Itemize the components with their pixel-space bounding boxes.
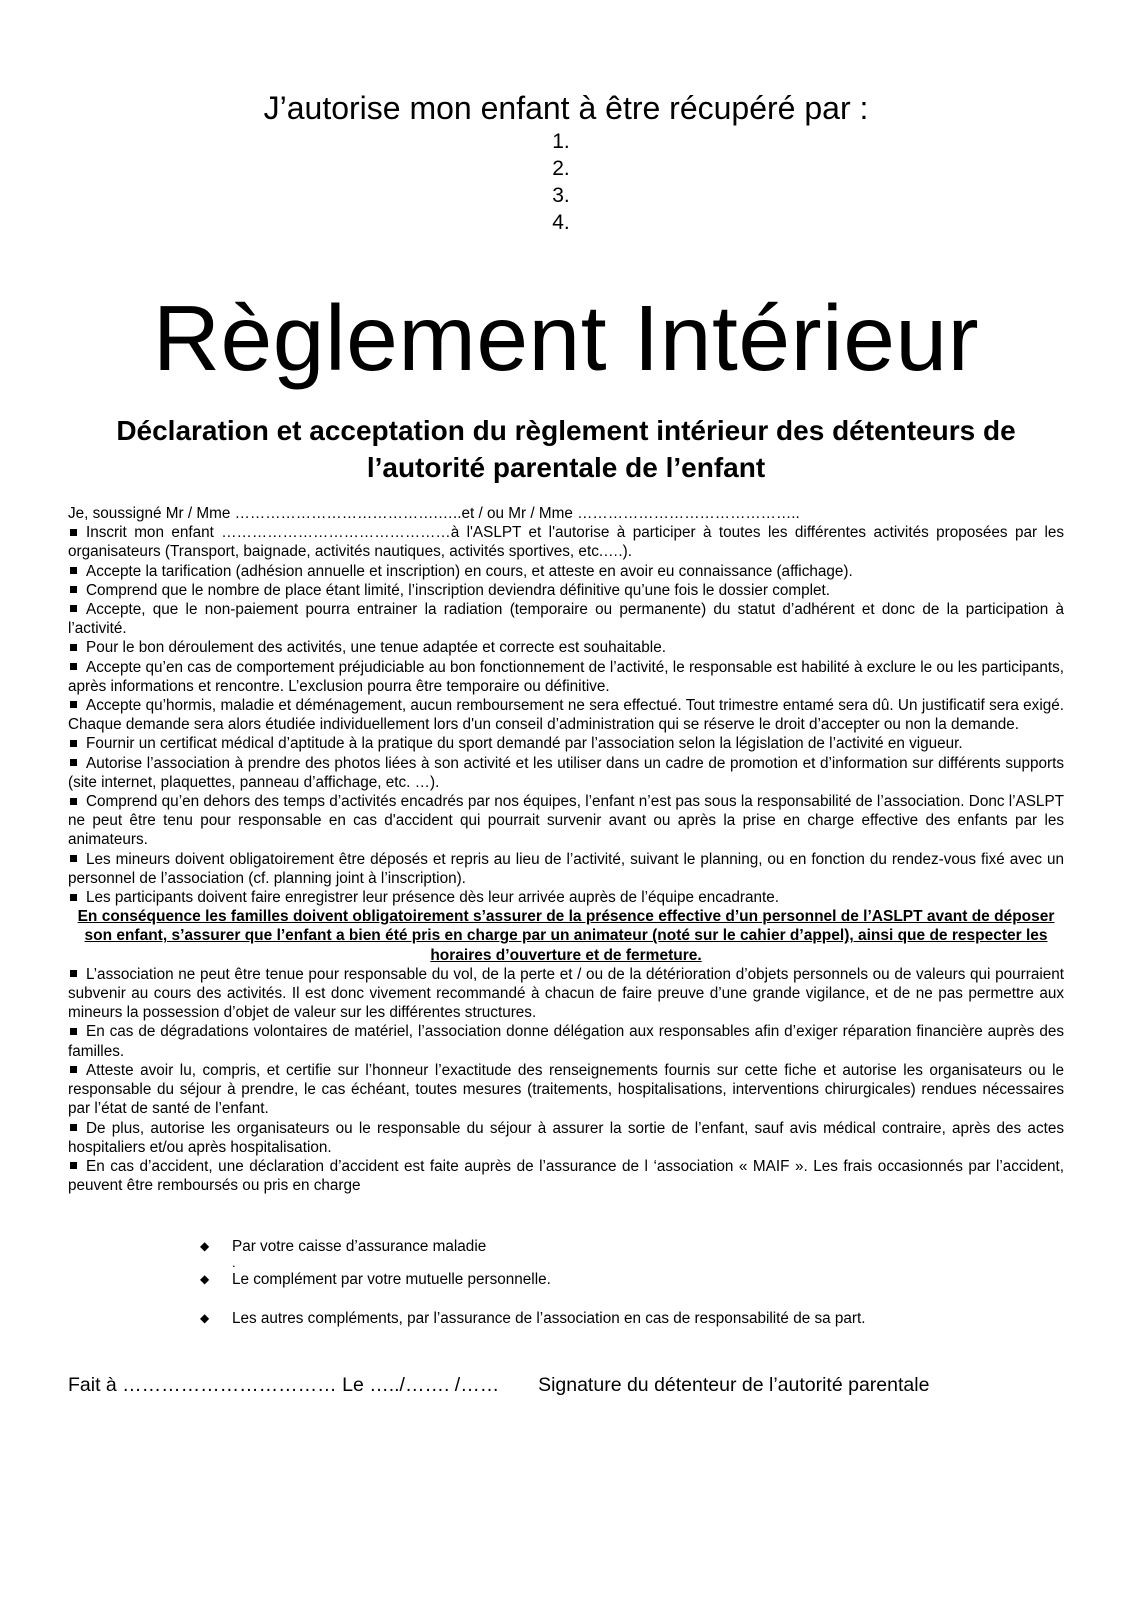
- page-subtitle: Déclaration et acceptation du règlement intérieur des détenteurs de l’autorité parentale de l’enfant: [116, 415, 1016, 483]
- important-notice: En conséquence les familles doivent obligatoirement s’assurer de la présence effective d’un personnel de l’ASLPT avant de déposer son enfant, s’assurer que l’enfant a bien été pris en charge par un animateur (noté sur le cahier d’appel), ainsi que de respecter les horaires d’ouverture et de fermeture.: [77, 908, 1055, 964]
- rule-item: Accepte, que le non-paiement pourra entrainer la radiation (temporaire ou permanente) du statut d’adhérent et donc de la participation à l’activité.: [68, 601, 1064, 638]
- rule-item: L’association ne peut être tenue pour responsable du vol, de la perte et / ou de la détérioration d’objets personnels ou de valeurs qui pourraient subvenir au cours des activités. Il est donc vivement recommandé à chacun de faire preuve d’une grande vigilance, et de ne pas permettre aux mineurs la possession d’objet de valeur sur les différentes structures.: [68, 965, 1064, 1022]
- square-bullet-icon: [70, 663, 77, 670]
- rule-item: Autorise l’association à prendre des photos liées à son activité et les utiliser dans un cadre de promotion et d’information sur différents supports (site internet, plaquettes, panneau d’affichage, etc. …).: [68, 754, 1064, 791]
- rule-item: Accepte la tarification (adhésion annuelle et inscription) en cours, et atteste en avoir eu connaissance (affichage).: [68, 562, 1064, 581]
- pickup-item-4: 4.: [552, 211, 570, 234]
- rule-item: Inscrit mon enfant ………………………………………à l'ASLPT et l'autorise à participer à toutes les différentes activités proposées par les organisateurs (Transport, baignade, activités nautiques, activités sportives, etc.….).: [68, 524, 1064, 561]
- rule-item: En cas de dégradations volontaires de matériel, l’association donne délégation aux responsables afin d’exiger réparation financière auprès des familles.: [68, 1023, 1064, 1060]
- coverage-list: [200, 1237, 1060, 1328]
- place-date-line: Fait à …………………………… Le …../……. /……: [68, 1374, 500, 1396]
- coverage-item: ◆ Le complément par votre mutuelle personnelle.: [200, 1271, 551, 1288]
- pickup-item-2: 2.: [552, 157, 570, 180]
- rule-item: Comprend que le nombre de place étant limité, l’inscription deviendra définitive qu’une fois le dossier complet.: [68, 581, 1064, 600]
- square-bullet-icon: [70, 855, 77, 862]
- rule-item: Accepte qu’hormis, maladie et déménagement, aucun remboursement ne sera effectué. Tout trimestre entamé sera dû. Un justificatif sera exigé. Chaque demande sera alors étudiée individuellement lors d'un conseil d’administration qui se réserve le droit d’accepter ou non la demande.: [68, 697, 1064, 734]
- pickup-item-1: 1.: [552, 130, 570, 153]
- square-bullet-icon: [70, 605, 77, 612]
- rule-item: Comprend qu’en dehors des temps d’activités encadrés par nos équipes, l’enfant n’est pas sous la responsabilité de l’association. Donc l’ASLPT ne peut être tenu pour responsable en cas d'accident qui pourrait survenir avant ou après la prise en charge effective des enfants par les animateurs.: [68, 793, 1064, 849]
- square-bullet-icon: [70, 701, 77, 708]
- square-bullet-icon: [70, 1066, 77, 1073]
- rule-item: Les participants doivent faire enregistrer leur présence dès leur arrivée auprès de l’équipe encadrante.: [68, 888, 1064, 907]
- rule-item: De plus, autorise les organisateurs ou le responsable du séjour à assurer la sortie de l’enfant, sauf avis médical contraire, après des actes hospitaliers et/ou après hospitalisation.: [68, 1119, 1064, 1156]
- coverage-item: ◆ Par votre caisse d’assurance maladie: [200, 1238, 487, 1255]
- square-bullet-icon: [70, 740, 77, 747]
- square-bullet-icon: [70, 894, 77, 901]
- square-bullet-icon: [70, 759, 77, 766]
- pickup-list: [0, 128, 1132, 236]
- square-bullet-icon: [70, 529, 77, 536]
- signature-label: Signature du détenteur de l’autorité parentale: [538, 1374, 930, 1396]
- square-bullet-icon: [70, 1162, 77, 1169]
- rule-item: Fournir un certificat médical d’aptitude à la pratique du sport demandé par l’association selon la législation de l’activité en vigueur.: [68, 734, 1064, 753]
- diamond-bullet-icon: ◆: [200, 1311, 210, 1325]
- diamond-bullet-icon: ◆: [200, 1272, 210, 1286]
- rules-body: [68, 504, 1064, 1195]
- square-bullet-icon: [70, 798, 77, 805]
- diamond-bullet-icon: ◆: [200, 1239, 210, 1253]
- square-bullet-icon: [70, 644, 77, 651]
- intro-line: Je, soussigné Mr / Mme ………………………………….…..et / ou Mr / Mme ……………………………………..: [68, 505, 800, 522]
- pickup-item-3: 3.: [552, 184, 570, 207]
- rule-item: En cas d’accident, une déclaration d’accident est faite auprès de l’assurance de l ‘association « MAIF ». Les frais occasionnés par l’accident, peuvent être remboursés ou pris en charge: [68, 1157, 1064, 1195]
- pickup-authorization-title: J’autorise mon enfant à être récupéré par :: [263, 90, 869, 126]
- square-bullet-icon: [70, 586, 77, 593]
- rule-item: Atteste avoir lu, compris, et certifie sur l’honneur l’exactitude des renseignements fournis sur cette fiche et autorise les organisateurs ou le responsable du séjour à prendre, le cas échéant, toutes mesures (traitements, hospitalisations, interventions chirurgicales) rendues nécessaires par l’état de santé de l’enfant.: [68, 1061, 1064, 1118]
- square-bullet-icon: [70, 567, 77, 574]
- rule-item: Les mineurs doivent obligatoirement être déposés et repris au lieu de l’activité, suivant le planning, ou en fonction du rendez-vous fixé avec un personnel de l’association (cf. planning joint à l’inscription).: [68, 850, 1064, 887]
- page-title: Règlement Intérieur: [152, 286, 980, 390]
- rule-item: Accepte qu’en cas de comportement préjudiciable au bon fonctionnement de l’activité, le responsable est habilité à exclure le ou les participants, après informations et rencontre. L’exclusion pourra être temporaire ou définitive.: [68, 658, 1064, 695]
- square-bullet-icon: [70, 1124, 77, 1131]
- rule-item: Pour le bon déroulement des activités, une tenue adaptée et correcte est souhaitable.: [68, 638, 1064, 657]
- square-bullet-icon: [70, 970, 77, 977]
- square-bullet-icon: [70, 1028, 77, 1035]
- coverage-item: ◆ Les autres compléments, par l’assurance de l’association en cas de responsabilité de sa part.: [200, 1310, 866, 1327]
- stray-dot: .: [232, 1255, 236, 1270]
- signature-footer: [68, 1372, 1068, 1398]
